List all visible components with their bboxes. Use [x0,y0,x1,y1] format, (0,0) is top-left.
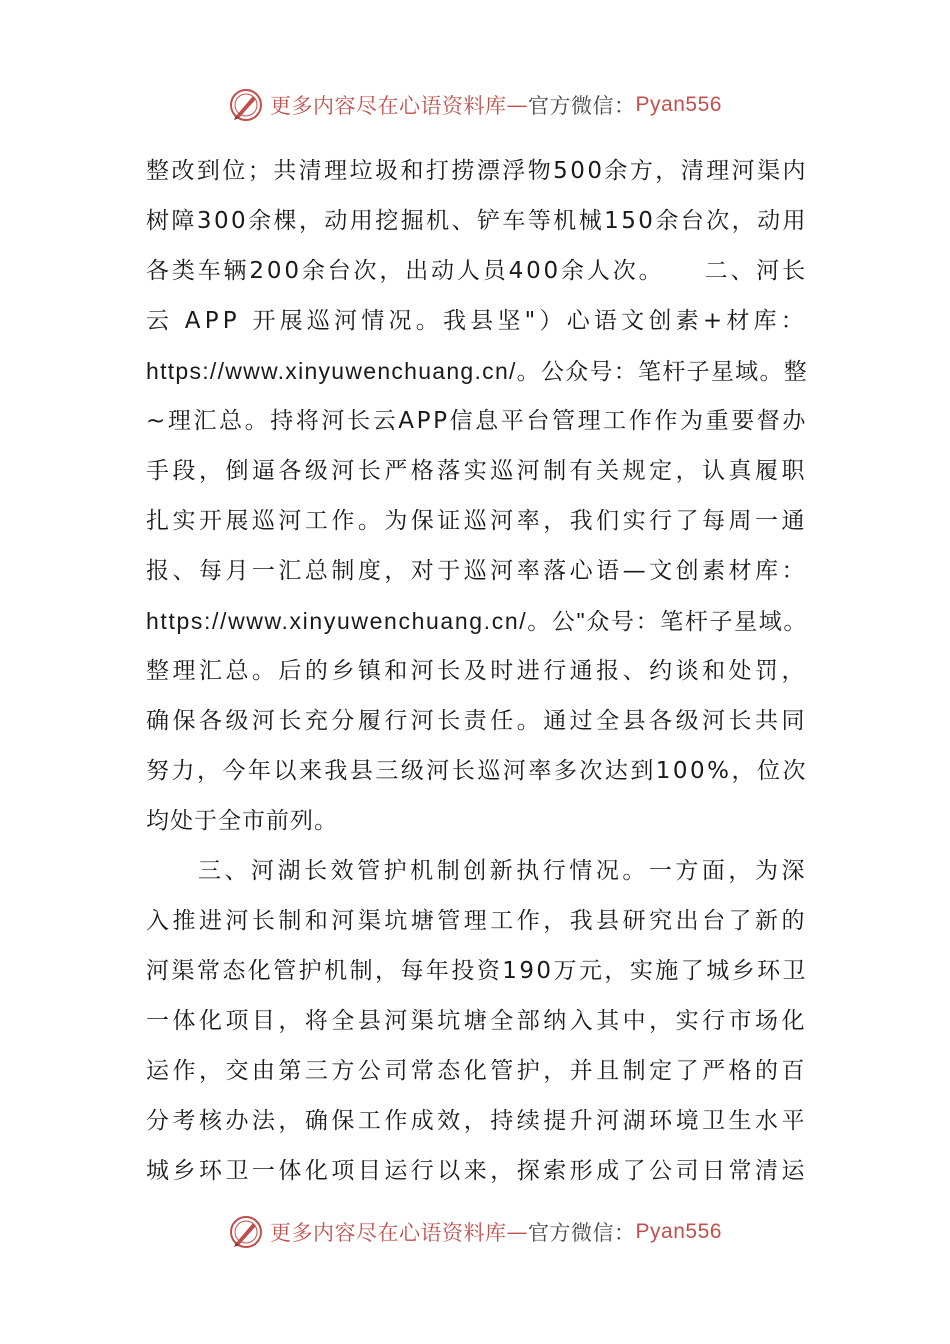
footer-brand-text: 更多内容尽在心语资料库 [270,1221,507,1245]
text-line: 努力，今年以来我县三级河长巡河率多次达到100%，位次 [146,758,808,784]
text-line: 入推进河长制和河渠坑塘管理工作，我县研究出台了新的 [146,908,808,934]
text-line: 分考核办法，确保工作成效，持续提升河湖环境卫生水平 [146,1108,808,1134]
document-body [146,146,808,1196]
text-line: 均处于全市前列。 [146,808,338,834]
pen-logo-icon [228,87,264,123]
text-line: https://www.xinyuwenchuang.cn/。公众号：笔杆子星域。整 [146,358,808,384]
text-line: 云 APP 开展巡河情况。我县坚"）心语文创素+材库： [146,308,808,334]
footer-official-label: 官方微信： [528,1221,636,1245]
text-line: 一体化项目，将全县河渠坑塘全部纳入其中，实行市场化 [146,1008,808,1034]
header-wechat-id: Pyan556 [635,93,722,116]
text-line: 树障300余棵，动用挖掘机、铲车等机械150余台次，动用 [146,208,808,234]
text-line: 三、河湖长效管护机制创新执行情况。一方面，为深 [198,858,808,884]
text-line: 河渠常态化管护机制，每年投资190万元，实施了城乡环卫 [146,958,808,984]
text-line: 整理汇总。后的乡镇和河长及时进行通报、约谈和处罚， [146,658,808,684]
text-line: 报、每月一汇总制度，对于巡河率落心语—文创素材库： [146,558,808,584]
header-dash: — [506,93,529,117]
text-line: 城乡环卫一体化项目运行以来，探索形成了公司日常清运 [146,1158,808,1184]
text-line: 扎实开展巡河工作。为保证巡河率，我们实行了每周一通 [146,508,808,534]
header-official-label: 官方微信： [528,94,636,118]
footer-watermark [0,1212,950,1252]
footer-wechat-id: Pyan556 [635,1220,722,1243]
pen-logo-icon [228,1214,264,1250]
text-line: 手段，倒逼各级河长严格落实巡河制有关规定，认真履职 [146,458,808,484]
header-watermark [0,85,950,125]
text-line: ~理汇总。持将河长云APP信息平台管理工作作为重要督办 [146,408,808,434]
text-line: 各类车辆200余台次，出动人员400余人次。 二、河长 [146,258,808,284]
text-line: 运作，交由第三方公司常态化管护，并且制定了严格的百 [146,1058,808,1084]
footer-dash: — [506,1220,529,1244]
text-line: 整改到位；共清理垃圾和打捞漂浮物500余方，清理河渠内 [146,158,808,184]
text-line: 确保各级河长充分履行河长责任。通过全县各级河长共同 [146,708,808,734]
text-line: https://www.xinyuwenchuang.cn/。公"众号：笔杆子星域。 [146,608,808,634]
header-brand-text: 更多内容尽在心语资料库 [270,94,507,118]
